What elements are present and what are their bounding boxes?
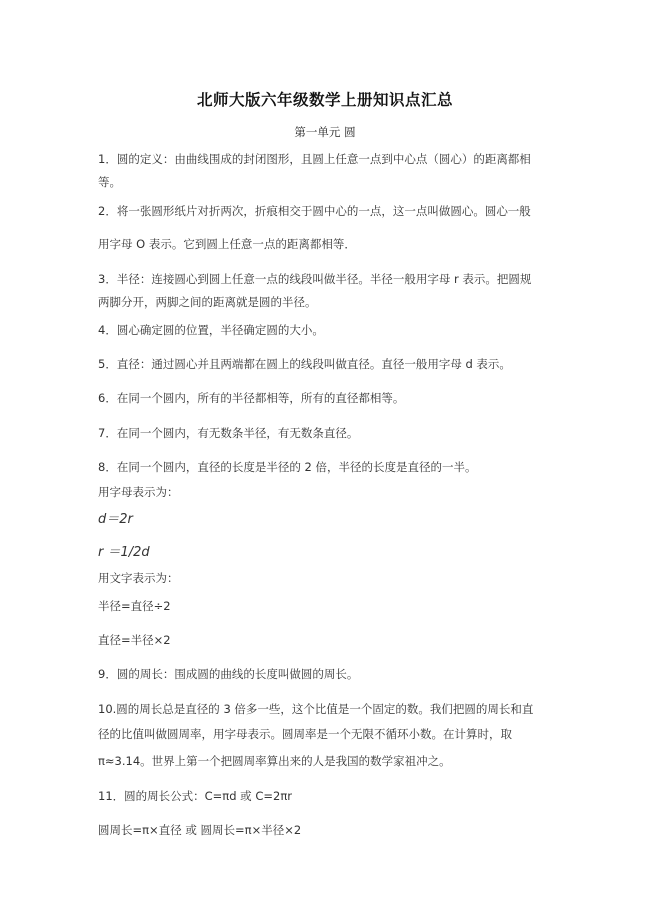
text-line: 等。 — [98, 175, 121, 189]
formula-line: d＝2r — [98, 512, 133, 527]
text-line: 10.圆的周长总是直径的 3 倍多一些，这个比值是一个固定的数。我们把圆的周长和直 — [98, 702, 534, 716]
text-line: 用文字表示为： — [98, 571, 179, 585]
text-line: 用字母 O 表示。它到圆上任意一点的距离都相等． — [98, 237, 356, 251]
text-line: 用字母表示为： — [98, 485, 179, 499]
text-line: 8．在同一个圆内，直径的长度是半径的 2 倍，半径的长度是直径的一半。 — [98, 460, 477, 474]
text-line: 3．半径：连接圆心到圆上任意一点的线段叫做半径。半径一般用字母 r 表示。把圆规 — [98, 272, 532, 286]
text-line: 圆周长=π×直径 或 圆周长=π×半径×2 — [98, 823, 302, 837]
document-title: 北师大版六年级数学上册知识点汇总 — [196, 91, 453, 109]
formula-line: r ＝1/2d — [98, 545, 150, 560]
text-line: 5．直径：通过圆心并且两端都在圆上的线段叫做直径。直径一般用字母 d 表示。 — [98, 357, 511, 371]
text-line: 9．圆的周长：围成圆的曲线的长度叫做圆的周长。 — [98, 667, 359, 681]
text-line: 4．圆心确定圆的位置，半径确定圆的大小。 — [98, 323, 324, 337]
text-line: 2．将一张圆形纸片对折两次，折痕相交于圆中心的一点，这一点叫做圆心。圆心一般 — [98, 204, 531, 218]
unit-title: 第一单元 圆 — [294, 125, 356, 139]
text-line: 两脚分开，两脚之间的距离就是圆的半径。 — [98, 295, 317, 309]
text-line: 6．在同一个圆内，所有的半径都相等，所有的直径都相等。 — [98, 391, 405, 405]
text-line: 径的比值叫做圆周率，用字母表示。圆周率是一个无限不循环小数。在计算时，取 — [98, 727, 512, 741]
text-line: 7．在同一个圆内，有无数条半径，有无数条直径。 — [98, 426, 359, 440]
text-line: 直径=半径×2 — [98, 633, 171, 647]
text-line: 11．圆的周长公式：C=πd 或 C=2πr — [98, 789, 292, 803]
text-line: 1．圆的定义：由曲线围成的封闭图形，且圆上任意一点到中心点（圆心）的距离都相 — [98, 152, 531, 166]
text-line: 半径=直径÷2 — [98, 599, 171, 613]
text-line: π≈3.14。世界上第一个把圆周率算出来的人是我国的数学家祖冲之。 — [98, 754, 451, 768]
